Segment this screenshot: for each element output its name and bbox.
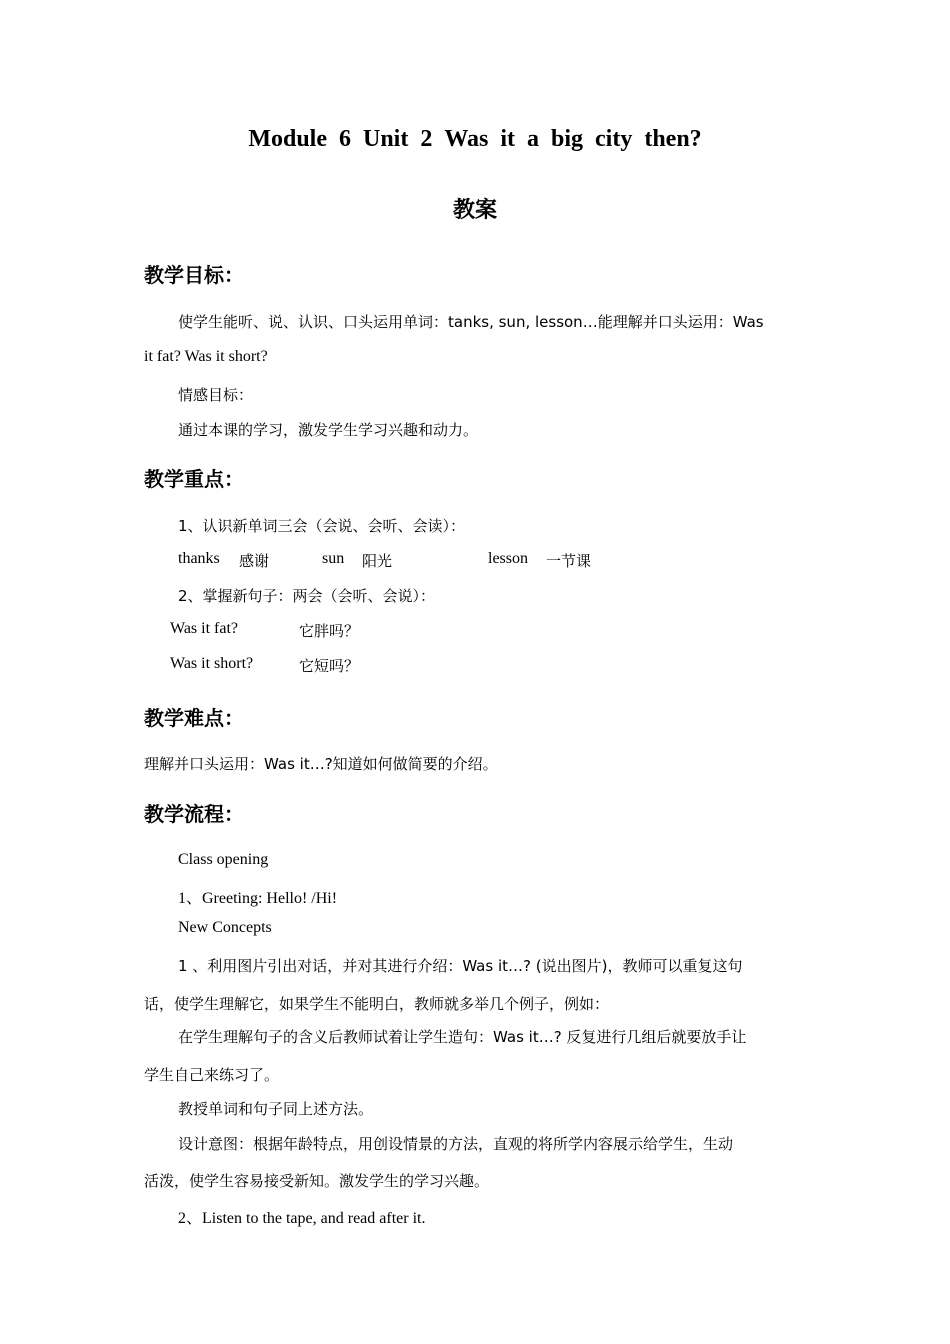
new-concepts-step-1-line-2: 话，使学生理解它，如果学生不能明白，教师就多举几个例子，例如： bbox=[144, 995, 610, 1013]
difficult-points-heading: 教学难点： bbox=[144, 706, 244, 730]
goals-paragraph-line-1: 使学生能听、说、认识、口头运用单词：tanks, sun, lesson…能理解并口头运用：Was bbox=[178, 313, 764, 331]
title-word: 6 bbox=[338, 126, 351, 152]
listen-step: 2、Listen to the tape, and read after it. bbox=[178, 1210, 426, 1227]
goals-paragraph-line-2: it fat? Was it short? bbox=[144, 348, 268, 365]
title-word: a bbox=[527, 126, 540, 152]
greeting: 1、Greeting: Hello! /Hi! bbox=[178, 890, 338, 907]
new-concepts-step-1-line-1: 1 、利用图片引出对话，并对其进行介绍：Was it…? (说出图片)，教师可以重复这句 bbox=[178, 957, 743, 975]
key-point-2: 2、掌握新句子：两会（会听、会说）： bbox=[178, 587, 436, 605]
process-heading: 教学流程： bbox=[144, 802, 244, 826]
title-word: big bbox=[551, 126, 584, 152]
title-word: 2 bbox=[420, 126, 433, 152]
new-concepts-step-2-line-2: 学生自己来练习了。 bbox=[144, 1066, 280, 1084]
vocab-cn: 一节课 bbox=[546, 552, 592, 570]
vocab-en: lesson bbox=[488, 550, 528, 567]
vocab-en: sun bbox=[322, 550, 345, 567]
new-concepts-step-3: 教授单词和句子同上述方法。 bbox=[178, 1100, 374, 1118]
class-opening: Class opening bbox=[178, 851, 269, 868]
design-intent-line-1: 设计意图：根据年龄特点，用创设情景的方法，直观的将所学内容展示给学生，生动 bbox=[178, 1135, 734, 1153]
document-subtitle: 教案 bbox=[452, 198, 497, 223]
sentence-en: Was it short? bbox=[170, 655, 254, 672]
emotion-text: 通过本课的学习，激发学生学习兴趣和动力。 bbox=[178, 421, 479, 439]
sentence-cn: 它胖吗？ bbox=[299, 622, 360, 640]
new-concepts: New Concepts bbox=[178, 919, 272, 936]
key-points-heading: 教学重点： bbox=[144, 467, 244, 491]
sentence-en: Was it fat? bbox=[170, 620, 239, 637]
new-concepts-step-2-line-1: 在学生理解句子的含义后教师试着让学生造句：Was it…? 反复进行几组后就要放手让 bbox=[178, 1028, 747, 1046]
sentence-cn: 它短吗？ bbox=[299, 657, 360, 675]
design-intent-line-2: 活泼，使学生容易接受新知。激发学生的学习兴趣。 bbox=[144, 1172, 490, 1190]
title-word: then? bbox=[644, 126, 702, 152]
title-word: city bbox=[595, 126, 633, 152]
vocab-en: thanks bbox=[178, 550, 220, 567]
title-word: it bbox=[500, 126, 516, 152]
document-title bbox=[0, 126, 950, 153]
title-word: Was bbox=[444, 126, 489, 152]
title-word: Unit bbox=[362, 126, 409, 152]
goals-heading: 教学目标： bbox=[144, 263, 244, 287]
title-word: Module bbox=[248, 126, 327, 152]
vocab-cn: 阳光 bbox=[362, 552, 393, 570]
vocab-cn: 感谢 bbox=[239, 552, 270, 570]
key-point-1: 1、认识新单词三会（会说、会听、会读）： bbox=[178, 517, 466, 535]
difficult-points-text: 理解并口头运用：Was it…?知道如何做简要的介绍。 bbox=[144, 755, 498, 773]
emotion-label: 情感目标： bbox=[178, 386, 254, 404]
